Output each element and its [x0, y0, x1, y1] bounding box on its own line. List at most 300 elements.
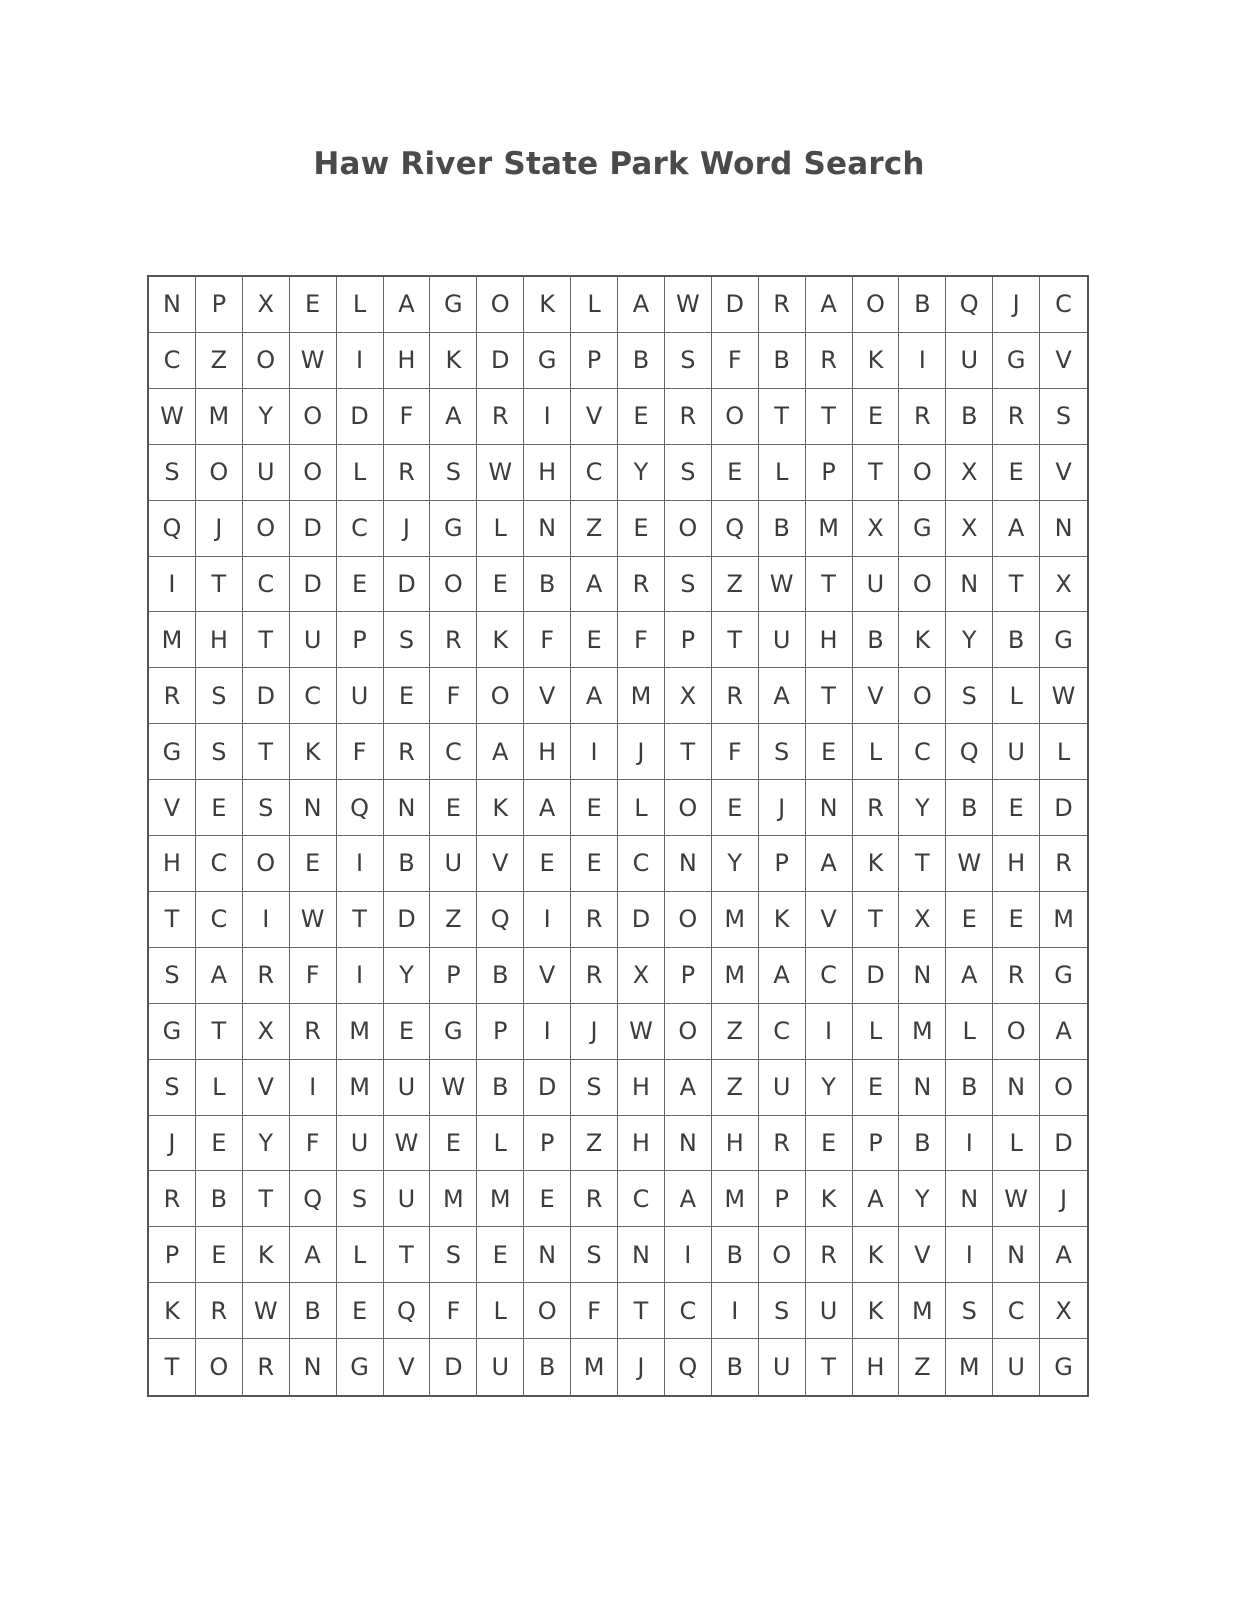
grid-cell: L [853, 724, 900, 780]
grid-cell: C [899, 724, 946, 780]
grid-cell: E [337, 557, 384, 613]
grid-cell: L [1040, 724, 1087, 780]
grid-cell: C [806, 948, 853, 1004]
grid-cell: O [899, 557, 946, 613]
grid-cell: P [430, 948, 477, 1004]
grid-cell: T [243, 612, 290, 668]
grid-cell: N [993, 1227, 1040, 1283]
grid-cell: C [290, 668, 337, 724]
grid-cell: L [477, 1283, 524, 1339]
grid-cell: Q [946, 724, 993, 780]
grid-cell: X [853, 501, 900, 557]
grid-cell: M [430, 1171, 477, 1227]
grid-cell: B [524, 1339, 571, 1395]
grid-cell: E [712, 445, 759, 501]
grid-cell: W [430, 1060, 477, 1116]
grid-cell: G [993, 333, 1040, 389]
grid-cell: J [384, 501, 431, 557]
grid-cell: W [993, 1171, 1040, 1227]
grid-cell: Q [384, 1283, 431, 1339]
grid-cell: S [665, 333, 712, 389]
grid-cell: A [618, 277, 665, 333]
grid-cell: X [1040, 1283, 1087, 1339]
grid-cell: J [1040, 1171, 1087, 1227]
grid-cell: T [243, 724, 290, 780]
grid-cell: I [806, 1004, 853, 1060]
grid-cell: N [290, 780, 337, 836]
grid-cell: K [853, 1227, 900, 1283]
grid-cell: R [571, 948, 618, 1004]
grid-cell: I [337, 836, 384, 892]
grid-cell: E [477, 557, 524, 613]
grid-cell: P [524, 1116, 571, 1172]
grid-cell: T [149, 892, 196, 948]
grid-cell: P [665, 612, 712, 668]
grid-cell: R [430, 612, 477, 668]
grid-cell: Q [946, 277, 993, 333]
grid-cell: C [993, 1283, 1040, 1339]
grid-cell: F [430, 1283, 477, 1339]
grid-cell: R [806, 333, 853, 389]
grid-cell: H [196, 612, 243, 668]
grid-cell: B [196, 1171, 243, 1227]
grid-cell: L [337, 277, 384, 333]
grid-cell: M [477, 1171, 524, 1227]
grid-cell: M [337, 1004, 384, 1060]
grid-cell: B [712, 1339, 759, 1395]
grid-cell: F [384, 389, 431, 445]
grid-cell: R [243, 1339, 290, 1395]
grid-cell: D [430, 1339, 477, 1395]
grid-cell: F [712, 724, 759, 780]
grid-cell: S [196, 668, 243, 724]
grid-cell: H [618, 1060, 665, 1116]
grid-cell: P [149, 1227, 196, 1283]
grid-cell: N [665, 1116, 712, 1172]
grid-cell: E [853, 1060, 900, 1116]
grid-cell: E [571, 780, 618, 836]
grid-cell: P [759, 1171, 806, 1227]
grid-cell: A [993, 501, 1040, 557]
grid-cell: U [993, 1339, 1040, 1395]
grid-cell: I [524, 1004, 571, 1060]
grid-cell: O [1040, 1060, 1087, 1116]
grid-cell: S [337, 1171, 384, 1227]
grid-cell: F [337, 724, 384, 780]
grid-cell: R [571, 892, 618, 948]
grid-cell: E [477, 1227, 524, 1283]
grid-cell: E [196, 1227, 243, 1283]
grid-cell: E [430, 1116, 477, 1172]
grid-cell: C [149, 333, 196, 389]
grid-cell: V [1040, 445, 1087, 501]
grid-cell: K [243, 1227, 290, 1283]
grid-cell: J [571, 1004, 618, 1060]
grid-cell: H [853, 1339, 900, 1395]
grid-cell: H [524, 724, 571, 780]
grid-cell: H [712, 1116, 759, 1172]
grid-cell: M [149, 612, 196, 668]
grid-cell: F [290, 1116, 337, 1172]
grid-cell: N [524, 501, 571, 557]
grid-cell: E [384, 1004, 431, 1060]
grid-cell: R [618, 557, 665, 613]
grid-cell: V [806, 892, 853, 948]
grid-cell: A [1040, 1227, 1087, 1283]
grid-cell: C [243, 557, 290, 613]
grid-cell: U [759, 1060, 806, 1116]
grid-cell: Z [430, 892, 477, 948]
grid-cell: G [1040, 948, 1087, 1004]
grid-cell: H [149, 836, 196, 892]
grid-cell: V [524, 668, 571, 724]
grid-cell: A [806, 836, 853, 892]
grid-cell: T [806, 668, 853, 724]
grid-cell: B [384, 836, 431, 892]
grid-cell: B [477, 948, 524, 1004]
grid-cell: A [290, 1227, 337, 1283]
grid-cell: O [665, 892, 712, 948]
grid-cell: B [853, 612, 900, 668]
grid-cell: F [524, 612, 571, 668]
grid-cell: E [806, 724, 853, 780]
grid-cell: H [618, 1116, 665, 1172]
grid-cell: E [993, 780, 1040, 836]
grid-cell: O [290, 389, 337, 445]
grid-cell: E [993, 892, 1040, 948]
grid-cell: W [290, 333, 337, 389]
grid-cell: G [1040, 612, 1087, 668]
grid-cell: B [712, 1227, 759, 1283]
grid-cell: E [290, 836, 337, 892]
grid-cell: V [1040, 333, 1087, 389]
grid-cell: M [899, 1283, 946, 1339]
grid-cell: S [430, 445, 477, 501]
grid-cell: D [524, 1060, 571, 1116]
grid-cell: I [524, 389, 571, 445]
grid-cell: U [384, 1060, 431, 1116]
grid-cell: R [384, 445, 431, 501]
grid-cell: N [149, 277, 196, 333]
grid-cell: P [571, 333, 618, 389]
grid-cell: Y [712, 836, 759, 892]
grid-cell: R [477, 389, 524, 445]
grid-cell: E [571, 612, 618, 668]
grid-cell: M [712, 1171, 759, 1227]
grid-cell: U [337, 668, 384, 724]
grid-cell: U [384, 1171, 431, 1227]
grid-cell: V [477, 836, 524, 892]
grid-cell: D [290, 557, 337, 613]
grid-cell: V [571, 389, 618, 445]
grid-cell: D [384, 557, 431, 613]
grid-cell: E [806, 1116, 853, 1172]
grid-cell: J [993, 277, 1040, 333]
grid-cell: V [524, 948, 571, 1004]
grid-cell: A [665, 1060, 712, 1116]
grid-cell: C [196, 836, 243, 892]
grid-cell: W [1040, 668, 1087, 724]
grid-cell: E [384, 668, 431, 724]
grid-cell: J [196, 501, 243, 557]
grid-cell: R [759, 277, 806, 333]
grid-cell: E [337, 1283, 384, 1339]
grid-cell: D [290, 501, 337, 557]
grid-cell: L [337, 1227, 384, 1283]
grid-cell: T [853, 445, 900, 501]
grid-cell: S [243, 780, 290, 836]
grid-cell: B [290, 1283, 337, 1339]
grid-cell: J [759, 780, 806, 836]
grid-cell: N [946, 557, 993, 613]
grid-cell: S [759, 724, 806, 780]
grid-cell: D [1040, 1116, 1087, 1172]
grid-cell: I [524, 892, 571, 948]
grid-cell: U [477, 1339, 524, 1395]
grid-cell: P [196, 277, 243, 333]
grid-cell: T [243, 1171, 290, 1227]
grid-cell: R [149, 668, 196, 724]
grid-cell: U [806, 1283, 853, 1339]
grid-cell: G [430, 501, 477, 557]
grid-cell: G [149, 1004, 196, 1060]
grid-cell: H [384, 333, 431, 389]
grid-cell: D [477, 333, 524, 389]
grid-cell: S [384, 612, 431, 668]
grid-cell: Q [290, 1171, 337, 1227]
grid-cell: S [665, 445, 712, 501]
grid-cell: O [196, 1339, 243, 1395]
grid-cell: X [665, 668, 712, 724]
grid-cell: S [571, 1227, 618, 1283]
grid-cell: E [946, 892, 993, 948]
grid-cell: D [853, 948, 900, 1004]
grid-cell: E [853, 389, 900, 445]
grid-cell: F [618, 612, 665, 668]
grid-cell: R [290, 1004, 337, 1060]
grid-cell: C [1040, 277, 1087, 333]
grid-cell: C [759, 1004, 806, 1060]
grid-cell: A [524, 780, 571, 836]
grid-cell: E [196, 1116, 243, 1172]
grid-cell: F [571, 1283, 618, 1339]
grid-cell: Y [946, 612, 993, 668]
grid-cell: T [196, 557, 243, 613]
grid-cell: E [993, 445, 1040, 501]
grid-cell: A [384, 277, 431, 333]
grid-cell: Z [899, 1339, 946, 1395]
grid-cell: T [993, 557, 1040, 613]
grid-cell: M [806, 501, 853, 557]
grid-cell: V [853, 668, 900, 724]
grid-cell: O [290, 445, 337, 501]
grid-cell: N [618, 1227, 665, 1283]
grid-cell: F [712, 333, 759, 389]
grid-cell: Q [477, 892, 524, 948]
grid-cell: C [337, 501, 384, 557]
grid-cell: I [571, 724, 618, 780]
grid-cell: N [899, 1060, 946, 1116]
grid-cell: D [712, 277, 759, 333]
grid-cell: M [1040, 892, 1087, 948]
grid-cell: U [337, 1116, 384, 1172]
grid-cell: C [618, 1171, 665, 1227]
grid-cell: V [243, 1060, 290, 1116]
grid-cell: W [665, 277, 712, 333]
grid-cell: M [899, 1004, 946, 1060]
grid-cell: P [337, 612, 384, 668]
grid-cell: Q [149, 501, 196, 557]
grid-cell: X [899, 892, 946, 948]
grid-cell: T [899, 836, 946, 892]
grid-cell: K [853, 1283, 900, 1339]
grid-cell: M [946, 1339, 993, 1395]
grid-cell: W [618, 1004, 665, 1060]
grid-cell: I [899, 333, 946, 389]
grid-cell: O [665, 501, 712, 557]
grid-cell: G [430, 1004, 477, 1060]
grid-cell: Z [196, 333, 243, 389]
grid-cell: M [712, 948, 759, 1004]
grid-cell: N [384, 780, 431, 836]
grid-cell: D [618, 892, 665, 948]
grid-cell: R [806, 1227, 853, 1283]
grid-cell: E [571, 836, 618, 892]
grid-cell: U [759, 1339, 806, 1395]
grid-cell: M [618, 668, 665, 724]
grid-cell: R [712, 668, 759, 724]
grid-cell: S [149, 445, 196, 501]
grid-cell: V [899, 1227, 946, 1283]
grid-cell: F [430, 668, 477, 724]
grid-cell: N [993, 1060, 1040, 1116]
grid-cell: O [993, 1004, 1040, 1060]
grid-cell: V [384, 1339, 431, 1395]
grid-cell: T [618, 1283, 665, 1339]
word-search-grid [147, 275, 1089, 1397]
grid-cell: P [853, 1116, 900, 1172]
grid-cell: R [759, 1116, 806, 1172]
grid-cell: F [290, 948, 337, 1004]
grid-cell: X [243, 1004, 290, 1060]
grid-cell: N [946, 1171, 993, 1227]
grid-cell: W [946, 836, 993, 892]
grid-cell: W [290, 892, 337, 948]
grid-cell: N [665, 836, 712, 892]
grid-cell: Z [712, 1004, 759, 1060]
grid-cell: A [759, 948, 806, 1004]
grid-cell: Y [243, 389, 290, 445]
grid-cell: B [759, 333, 806, 389]
grid-cell: T [337, 892, 384, 948]
grid-cell: M [712, 892, 759, 948]
grid-cell: A [665, 1171, 712, 1227]
grid-cell: N [1040, 501, 1087, 557]
grid-cell: I [243, 892, 290, 948]
grid-cell: M [337, 1060, 384, 1116]
grid-cell: U [243, 445, 290, 501]
grid-cell: R [993, 389, 1040, 445]
grid-cell: R [196, 1283, 243, 1339]
grid-cell: W [477, 445, 524, 501]
grid-cell: B [899, 277, 946, 333]
grid-cell: I [665, 1227, 712, 1283]
grid-cell: P [759, 836, 806, 892]
grid-cell: E [618, 501, 665, 557]
grid-cell: C [196, 892, 243, 948]
grid-cell: S [430, 1227, 477, 1283]
grid-cell: L [618, 780, 665, 836]
grid-cell: B [524, 557, 571, 613]
grid-cell: C [571, 445, 618, 501]
grid-cell: X [946, 445, 993, 501]
grid-cell: O [899, 445, 946, 501]
grid-cell: O [477, 277, 524, 333]
grid-cell: E [524, 836, 571, 892]
grid-cell: X [243, 277, 290, 333]
grid-cell: A [571, 557, 618, 613]
grid-cell: S [665, 557, 712, 613]
grid-cell: B [477, 1060, 524, 1116]
grid-cell: I [149, 557, 196, 613]
grid-cell: U [430, 836, 477, 892]
grid-cell: Y [243, 1116, 290, 1172]
grid-cell: W [243, 1283, 290, 1339]
grid-cell: T [806, 389, 853, 445]
grid-cell: L [337, 445, 384, 501]
grid-cell: T [149, 1339, 196, 1395]
grid-cell: U [290, 612, 337, 668]
grid-cell: A [477, 724, 524, 780]
grid-cell: S [149, 1060, 196, 1116]
grid-cell: A [853, 1171, 900, 1227]
grid-cell: I [337, 948, 384, 1004]
grid-cell: R [665, 389, 712, 445]
grid-cell: Q [665, 1339, 712, 1395]
grid-cell: H [806, 612, 853, 668]
grid-cell: K [853, 333, 900, 389]
grid-cell: B [946, 389, 993, 445]
grid-cell: S [149, 948, 196, 1004]
grid-cell: I [712, 1283, 759, 1339]
grid-cell: T [196, 1004, 243, 1060]
grid-cell: R [899, 389, 946, 445]
grid-cell: D [384, 892, 431, 948]
grid-cell: Y [618, 445, 665, 501]
grid-cell: O [243, 333, 290, 389]
grid-cell: O [430, 557, 477, 613]
grid-cell: K [477, 780, 524, 836]
grid-cell: E [196, 780, 243, 836]
grid-cell: W [149, 389, 196, 445]
grid-cell: D [337, 389, 384, 445]
grid-cell: L [946, 1004, 993, 1060]
grid-cell: W [384, 1116, 431, 1172]
grid-cell: N [290, 1339, 337, 1395]
grid-cell: Z [712, 1060, 759, 1116]
grid-cell: X [1040, 557, 1087, 613]
grid-cell: L [571, 277, 618, 333]
grid-cell: O [477, 668, 524, 724]
grid-cell: O [196, 445, 243, 501]
grid-cell: O [853, 277, 900, 333]
grid-cell: N [524, 1227, 571, 1283]
grid-cell: M [571, 1339, 618, 1395]
grid-cell: A [571, 668, 618, 724]
grid-cell: E [290, 277, 337, 333]
grid-cell: O [712, 389, 759, 445]
grid-cell: M [196, 389, 243, 445]
